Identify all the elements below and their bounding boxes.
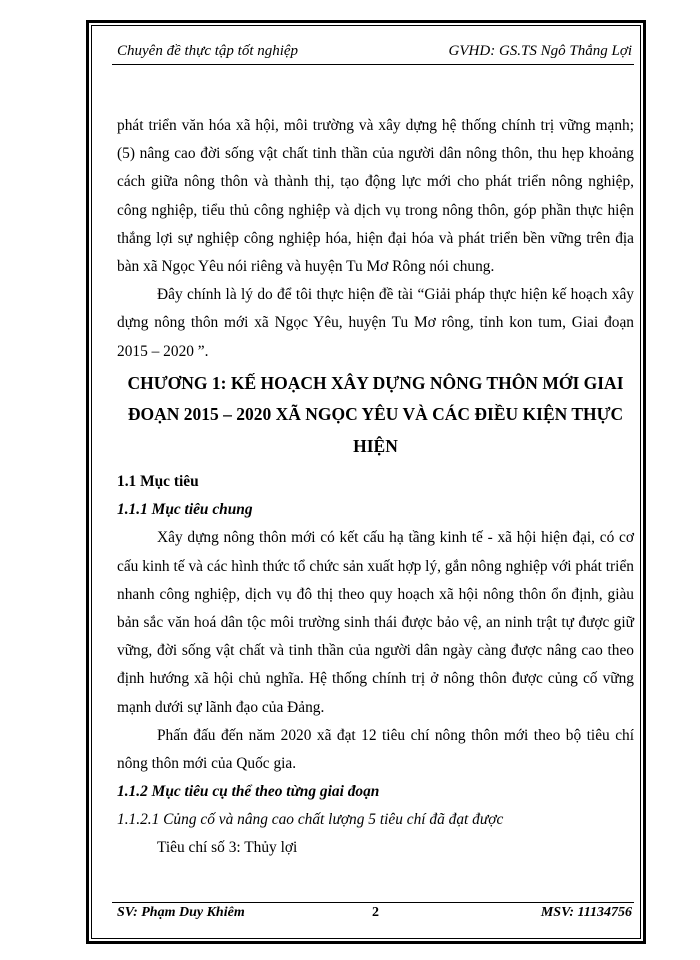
header-supervisor: GVHD: GS.TS Ngô Thắng Lợi	[448, 43, 632, 59]
body-paragraph: Xây dựng nông thôn mới có kết cấu hạ tầng kinh tế - xã hội hiện đại, có cơ cấu kinh tế và các hình thức tổ chức sản xuất hợp lý, gắn nông nghiệp với phát triển nhanh công nghiệp, dịch vụ đô thị theo quy hoạch xã hội nông thôn ổn định, giàu bản sắc văn hoá dân tộc môi trường sinh thái được bảo vệ, an ninh trật tự được giữ vững, đời sống vật chất và tinh thần của người dân ngày càng được nâng cao theo định hướng xã hội chủ nghĩa. Hệ thống chính trị ở nông thôn được củng cố vững mạnh dưới sự lãnh đạo của Đảng.	[117, 529, 634, 716]
subsubsection-heading: 1.1.2.1 Củng cố và nâng cao chất lượng 5 tiêu chí đã đạt được	[117, 811, 504, 829]
body-paragraph: Đây chính là lý do để tôi thực hiện đề tài “Giải pháp thực hiện kế hoạch xây dựng nông thôn mới xã Ngọc Yêu, huyện Tu Mơ rông, tỉnh kon tum, Giai đoạn 2015 – 2020 ”.	[117, 286, 634, 360]
document-body	[117, 112, 634, 862]
footer-student-id: MSV: 11134756	[540, 905, 632, 920]
criterion-line: Tiêu chí số 3: Thủy lợi	[157, 839, 298, 857]
subsection-heading: 1.1.2 Mục tiêu cụ thể theo từng giai đoạn	[117, 783, 380, 801]
section-heading: 1.1 Mục tiêu	[117, 473, 199, 491]
header-report-title: Chuyên đề thực tập tốt nghiệp	[117, 43, 299, 59]
header-divider	[112, 64, 634, 65]
footer-student-name: SV: Phạm Duy Khiêm	[117, 905, 245, 920]
body-paragraph: Phấn đấu đến năm 2020 xã đạt 12 tiêu chí nông thôn mới theo bộ tiêu chí nông thôn mới của Quốc gia.	[117, 726, 634, 772]
footer-divider	[112, 902, 634, 903]
body-paragraph: phát triển văn hóa xã hội, môi trường và xây dựng hệ thống chính trị vững mạnh; (5) nâng cao đời sống vật chất tinh thần của người dân nông thôn, thu hẹp khoảng cách giữa nông thôn và thành thị, tạo động lực mới cho phát triển nông nghiệp, công nghiệp, tiểu thủ công nghiệp và dịch vụ trong nông thôn, góp phần thực hiện thắng lợi sự nghiệp công nghiệp hóa, hiện đại hóa và phát triển bền vững trên địa bàn xã Ngọc Yêu nói riêng và huyện Tu Mơ Rông nói chung.	[117, 117, 634, 276]
chapter-title: CHƯƠNG 1: KẾ HOẠCH XÂY DỰNG NÔNG THÔN MỚI GIAI ĐOẠN 2015 – 2020 XÃ NGỌC YÊU VÀ CÁC ĐIỀU KIỆN THỰC HIỆN	[127, 372, 624, 456]
subsection-heading: 1.1.1 Mục tiêu chung	[117, 501, 253, 519]
page-number: 2	[372, 905, 379, 920]
